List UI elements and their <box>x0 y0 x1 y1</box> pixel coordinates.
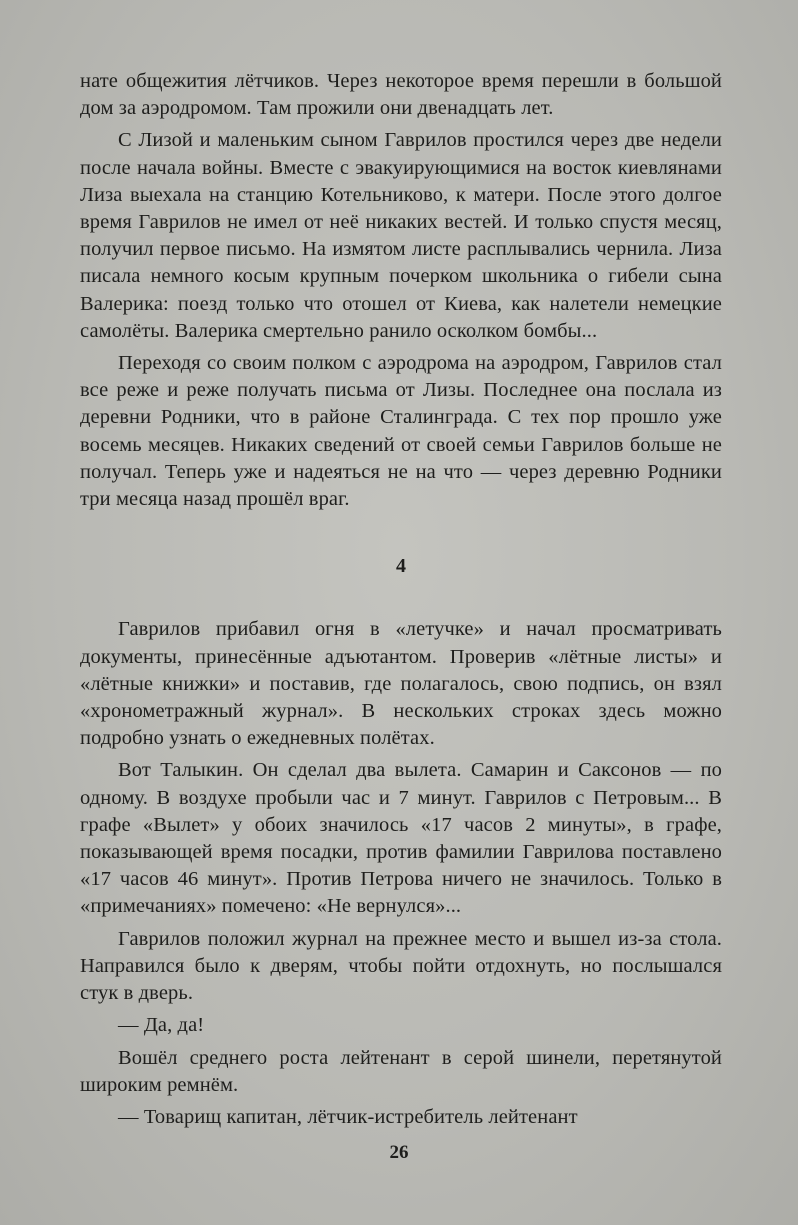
page-text <box>80 68 722 1131</box>
paragraph: Вошёл среднего роста лейтенант в серой шинели, перетянутой широким ремнём. <box>80 1046 722 1096</box>
paragraph: Гаврилов прибавил огня в «летучке» и начал просматривать документы, принесённые адъютантом. Проверив «лётные листы» и «лётные книжки» и поставив, где полагалось, свою подпись, он взял «хронометражный журнал». В нескольких строках здесь можно подробно узнать о ежедневных полётах. <box>80 618 722 750</box>
page-number: 26 <box>389 1142 409 1163</box>
paragraph: Переходя со своим полком с аэродрома на аэродром, Гаврилов стал все реже и реже получать письма от Лизы. Последнее она послала из деревни Родники, что в районе Сталинграда. С тех пор прошло уже восемь месяцев. Никаких сведений от своей семьи Гаврилов больше не получал. Теперь уже и надеяться не на что — через деревню Родники три месяца назад прошёл враг. <box>80 352 722 511</box>
paragraph: нате общежития лётчиков. Через некоторое время перешли в большой дом за аэродромом. Там прожили они двенадцать лет. <box>80 70 722 120</box>
paragraph: С Лизой и маленьким сыном Гаврилов простился через две недели после начала войны. Вместе с эвакуирующимися на восток киевлянами Лиза выехала на станцию Котельниково, к матери. После этого долгое время Гаврилов не имел от неё никаких вестей. И только спустя месяц, получил первое письмо. На измятом листе расплывались чернила. Лиза писала немного косым крупным почерком школьника о гибели сына Валерика: поезд только что отошел от Киева, как налетели немецкие самолёты. Валерика смертельно ранило осколком бомбы... <box>80 129 722 342</box>
paragraph: Вот Талыкин. Он сделал два вылета. Самарин и Саксонов — по одному. В воздухе пробыли час и 7 минут. Гаврилов с Петровым... В графе «Вылет» у обоих значилось «17 часов 2 минуты», в графе, показывающей время посадки, против фамилии Гаврилова поставлено «17 часов 46 минут». Против Петрова ничего не значилось. Только в «примечаниях» помечено: «Не вернулся»... <box>80 759 722 918</box>
paragraph: Гаврилов положил журнал на прежнее место и вышел из-за стола. Направился было к дверям, чтобы пойти отдохнуть, но послышался стук в дверь. <box>80 927 722 1005</box>
paragraph: — Товарищ капитан, лётчик-истребитель лейтенант <box>118 1105 578 1128</box>
paragraph: — Да, да! <box>118 1014 205 1037</box>
chapter-number: 4 <box>395 555 407 578</box>
